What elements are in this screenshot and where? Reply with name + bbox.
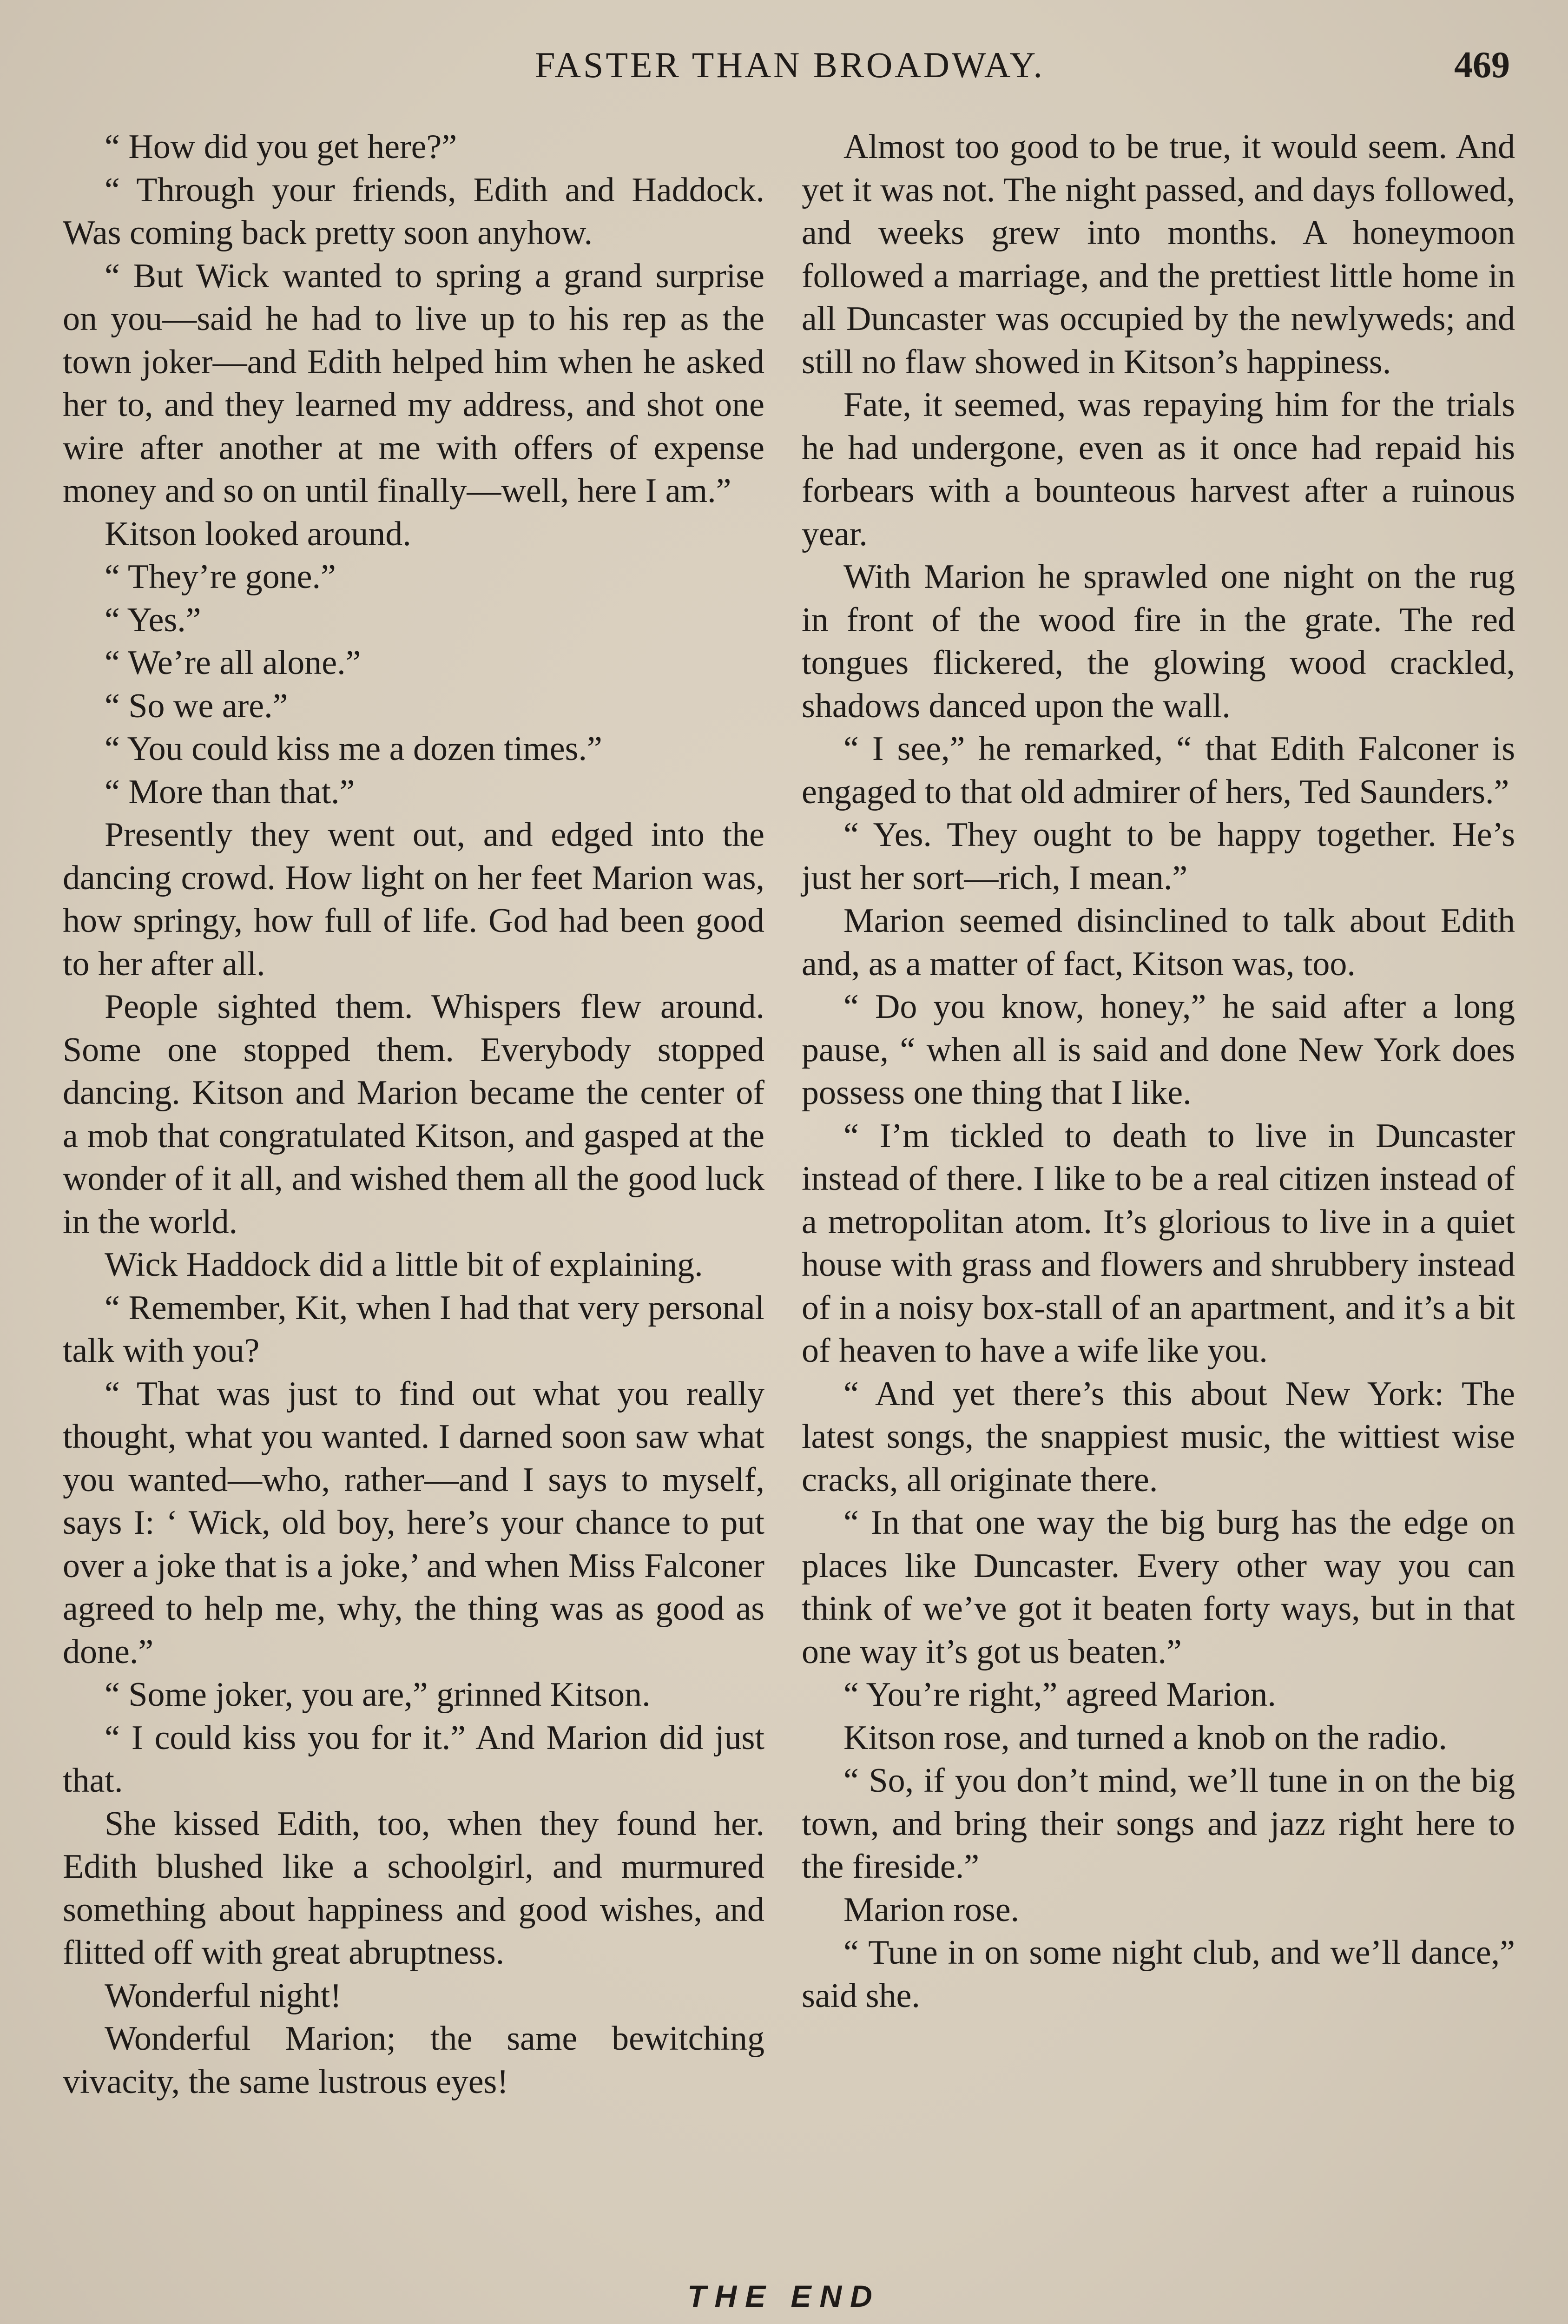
paragraph: “ I see,” he remarked, “ that Edith Falconer is engaged to that old admirer of hers, Ted Saunders.” bbox=[802, 730, 1515, 811]
paragraph: “ Remember, Kit, when I had that very personal talk with you? bbox=[63, 1288, 764, 1370]
running-title: FASTER THAN BROADWAY. bbox=[535, 45, 1045, 85]
paragraph: Kitson looked around. bbox=[105, 515, 411, 553]
paragraph: “ Through your friends, Edith and Haddock. Was coming back pretty soon anyhow. bbox=[63, 171, 764, 252]
the-end-marker: THE END bbox=[687, 2279, 881, 2313]
paragraph: “ So, if you don’t mind, we’ll tune in on the big town, and bring their songs and jazz right here to the fireside.” bbox=[802, 1762, 1515, 1886]
paragraph: “ I could kiss you for it.” And Marion did just that. bbox=[63, 1718, 764, 1800]
paragraph: With Marion he sprawled one night on the rug in front of the wood fire in the grate. The red tongues flickered, the glowing wood crackled, shadows danced upon the wall. bbox=[802, 558, 1515, 725]
paragraph: “ We’re all alone.” bbox=[105, 644, 361, 682]
paragraph: “ More than that.” bbox=[105, 772, 355, 811]
paragraph: “ But Wick wanted to spring a grand surprise on you—said he had to live up to his rep as the town joker—and Edith helped him when he asked her to, and they learned my address, and shot one wire after another at me with offers of expense money and so on until finally—well, here I am.” bbox=[63, 257, 764, 510]
page-header bbox=[70, 44, 1510, 95]
paragraph: “ And yet there’s this about New York: The latest songs, the snappiest music, the wittiest wise cracks, all originate there. bbox=[802, 1374, 1515, 1499]
paragraph: “ You’re right,” agreed Marion. bbox=[843, 1676, 1276, 1714]
paragraph: She kissed Edith, too, when they found her. Edith blushed like a schoolgirl, and murmured something about happiness and good wishes, and flitted off with great abruptness. bbox=[63, 1804, 764, 1972]
paragraph: People sighted them. Whispers flew around. Some one stopped them. Everybody stopped dancing. Kitson and Marion became the center of a mob that congratulated Kitson, and gasped at the wonder of it all, and wished them all the good luck in the world. bbox=[63, 988, 764, 1241]
paragraph: Presently they went out, and edged into the dancing crowd. How light on her feet Marion was, how springy, how full of life. God had been good to her after all. bbox=[63, 816, 764, 983]
paragraph: “ How did you get here?” bbox=[105, 128, 457, 166]
paragraph: “ You could kiss me a dozen times.” bbox=[105, 730, 602, 768]
paragraph: Marion rose. bbox=[843, 1890, 1020, 1929]
paragraph: “ Do you know, honey,” he said after a long pause, “ when all is said and done New York does possess one thing that I like. bbox=[802, 988, 1515, 1112]
paragraph: Wick Haddock did a little bit of explaining. bbox=[105, 1246, 703, 1284]
paragraph: Marion seemed disinclined to talk about Edith and, as a matter of fact, Kitson was, too. bbox=[802, 902, 1515, 983]
paragraph: “ Some joker, you are,” grinned Kitson. bbox=[105, 1676, 651, 1714]
paragraph: Wonderful Marion; the same bewitching vivacity, the same lustrous eyes! bbox=[63, 2020, 764, 2101]
paragraph: “ So we are.” bbox=[105, 687, 288, 725]
paragraph: Fate, it seemed, was repaying him for the trials he had undergone, even as it once had repaid his forbears with a bounteous harvest after a ruinous year. bbox=[802, 386, 1515, 553]
paragraph: “ That was just to find out what you really thought, what you wanted. I darned soon saw what you wanted—who, rather—and I says to myself, says I: ‘ Wick, old boy, here’s your chance to put over a joke that is a joke,’ and when Miss Falconer agreed to help me, why, the thing was as good as done.” bbox=[63, 1374, 764, 1671]
paragraph: “ Yes. They ought to be happy together. He’s just her sort—rich, I mean.” bbox=[802, 816, 1515, 897]
paragraph: “ Yes.” bbox=[105, 601, 201, 639]
left-column bbox=[63, 125, 764, 2324]
paragraph: “ They’re gone.” bbox=[105, 558, 336, 596]
page-number: 469 bbox=[1454, 45, 1510, 86]
right-column bbox=[802, 125, 1515, 2324]
paragraph: Wonderful night! bbox=[105, 1976, 342, 2015]
paragraph: “ In that one way the big burg has the edge on places like Duncaster. Every other way you can think of we’ve got it beaten forty ways, but in that one way it’s got us beaten.” bbox=[802, 1504, 1515, 1671]
paragraph: “ Tune in on some night club, and we’ll dance,” said she. bbox=[802, 1934, 1515, 2015]
paragraph: “ I’m tickled to death to live in Duncaster instead of there. I like to be a real citizen instead of a metropolitan atom. It’s glorious to live in a quiet house with grass and flowers and shrubbery instead of in a noisy box-stall of an apartment, and it’s a bit of heaven to have a wife like you. bbox=[802, 1116, 1515, 1370]
paragraph: Almost too good to be true, it would seem. And yet it was not. The night passed, and days followed, and weeks grew into months. A honeymoon followed a marriage, and the prettiest little home in all Duncaster was occupied by the newlyweds; and still no flaw showed in Kitson’s happiness. bbox=[802, 128, 1515, 381]
paragraph: Kitson rose, and turned a knob on the radio. bbox=[843, 1718, 1447, 1757]
